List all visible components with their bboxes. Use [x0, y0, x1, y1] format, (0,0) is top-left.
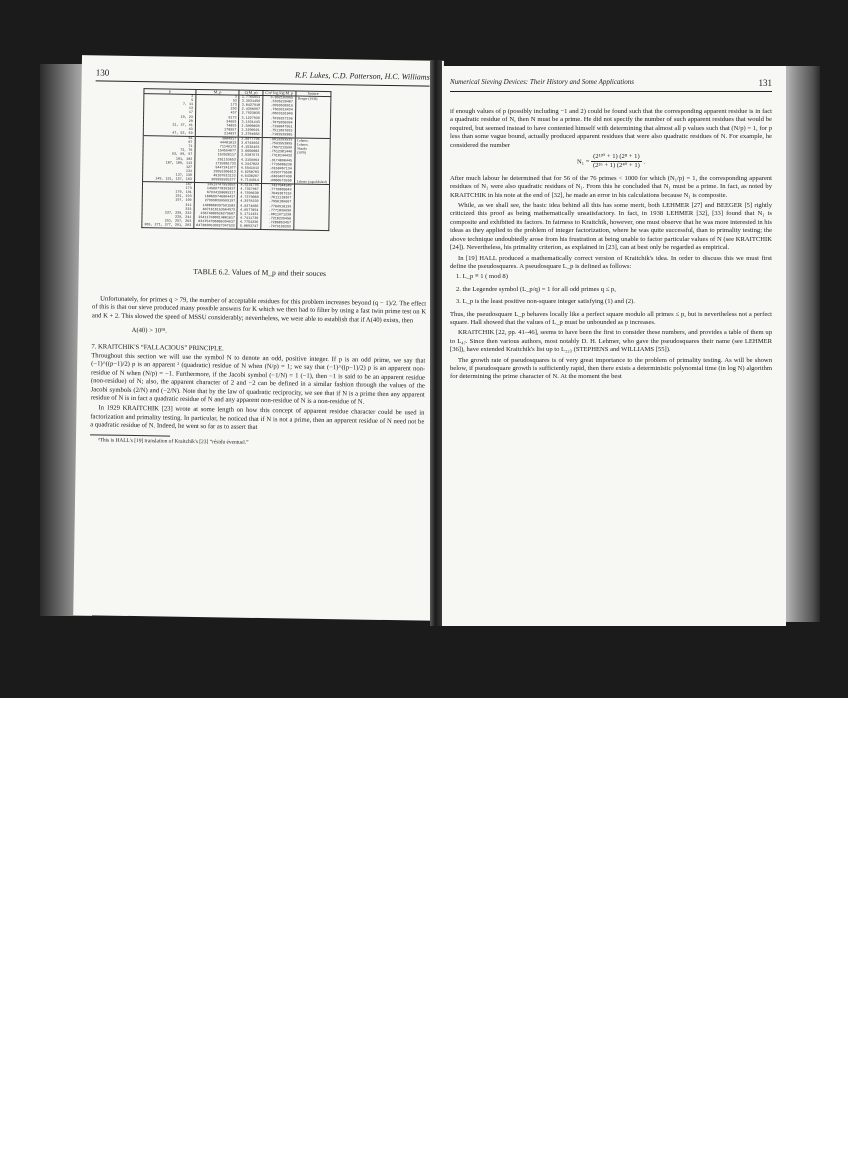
table-cell: 74093 — [195, 124, 239, 129]
table-cell: 261153653 — [195, 157, 239, 162]
table-cell: 3 — [144, 94, 196, 99]
table-cell: .7657213588 — [262, 146, 295, 151]
table-cell: 14568770383037 — [194, 187, 238, 192]
table-cell: 179, 181 — [142, 190, 194, 195]
table-cell: 61 — [143, 136, 195, 141]
header-rule — [96, 80, 430, 86]
table-cell: 131 — [143, 169, 195, 174]
table-cell: .7206053457 — [261, 221, 294, 226]
table-cell: .7156047951 — [262, 125, 295, 130]
table-cell: 197, 199 — [142, 199, 194, 204]
table-cell: 3.6743032 — [239, 142, 262, 146]
table-cell: 3.1227938 — [239, 116, 262, 120]
table-cell: 71148173 — [195, 145, 239, 150]
table-cell: Lehmer, — [295, 143, 330, 148]
table-cell: 251, 257, 263 — [142, 219, 194, 224]
paragraph: After much labour he determined that for 56 of the 76 primes < 1000 for which (N₁/p) = 1, the corresponding apparent residues of N₁ were also quadratic residues of N₁. From this he concluded that N₁ must be a prime. In fact, as noted by KRAITCHIK in his note at the end of [32], he made an error in his calculations because N₁ is composite. — [450, 174, 772, 199]
table-cell: 53 — [196, 99, 240, 104]
table-cell: 3.9077796 — [239, 137, 262, 142]
formula-numerator: (2¹³⁰ + 1) (2⁸ + 1) — [591, 153, 642, 162]
footnote: ²This is HALL's [19] translation of Kraitchik's [23] “résidu éventuel.” — [97, 437, 249, 447]
table-cell: .7310144432 — [262, 154, 295, 159]
right-page — [432, 66, 786, 626]
table-cell: 2.4386997 — [239, 108, 262, 112]
table-cell: 239, 241 — [142, 215, 194, 220]
table-cell: 4.5141795 — [238, 183, 261, 188]
table-cell: 4.6430287 — [238, 174, 261, 178]
table-cell: 4.3158864 — [238, 158, 261, 162]
table-cell: 227, 229, 233 — [142, 211, 194, 216]
table-cell: .7103539905 — [262, 133, 295, 138]
table-cell: (1970) — [295, 151, 330, 156]
table-cell: 149, 151, 157, 163 — [143, 177, 195, 182]
table-cell: 67 — [143, 140, 195, 145]
formula-end: . — [643, 158, 645, 166]
table-cell: .7583553099 — [262, 142, 295, 147]
table-cell: .7479198393 — [261, 225, 294, 230]
table-cell: 154554077 — [195, 149, 239, 154]
table-cell: 3.1831443 — [239, 120, 262, 124]
table-cell — [293, 225, 328, 230]
table-cell: 2.5800038 — [239, 124, 262, 128]
table-cell: .7768910138 — [261, 205, 294, 210]
table-cell: 4.7379060 — [238, 196, 261, 200]
table-cell: 167 — [142, 182, 194, 187]
table-cell: 19, 23 — [144, 115, 196, 120]
table-cell: .5835239407 — [263, 100, 296, 105]
footnote-rule — [90, 434, 170, 436]
table-cell: .8613253533 — [262, 138, 295, 143]
table-cell: 3 — [196, 95, 240, 100]
table-cell: 107, 109, 113 — [143, 161, 195, 166]
table-cell: .7512301448 — [262, 150, 295, 155]
table-cell: .8293779590 — [261, 171, 294, 176]
table-cell: 3.6666002 — [238, 150, 261, 154]
left-body — [90, 295, 426, 452]
table-cell: 4.5541813 — [238, 166, 261, 170]
left-running-head: R.F. Lukes, C.D. Patterson, H.C. Williams — [294, 70, 430, 82]
table-cell: 4.7753236 — [237, 221, 260, 225]
table-cell: 1400060397581503 — [194, 203, 238, 208]
right-body — [450, 108, 772, 384]
table-cell: 211 — [142, 203, 194, 208]
table-cell: 9173 — [195, 116, 239, 121]
list-item: 2. the Legendre symbol (L_p/q) = 1 for all odd primes q ≤ p, — [456, 285, 616, 293]
table-cell: 3.092183955 — [263, 96, 296, 101]
table-cell: 5.1711431 — [237, 212, 260, 216]
table-cell: 49107823133 — [194, 174, 238, 179]
table-header-cell: C(M_p) — [239, 90, 262, 95]
table-cell: .8011871230 — [261, 213, 294, 218]
table-cell: 633754706006394837 — [194, 220, 238, 225]
table-cell: Lehmer (unpublished) — [294, 179, 329, 184]
paragraph: Thus, the pseudosquare L_p behaves locally like a perfect square modulo all primes ≤ p, but is nevertheless not a perfect square. Hall showed that the values of L_p must be unbounded as p increases. — [450, 310, 772, 326]
table-cell: 1728061733 — [195, 162, 239, 167]
table-header-cell: C/π² log log M_p — [263, 91, 296, 97]
table-cell: 3.3831458 — [239, 100, 262, 104]
table-cell: 163520117 — [195, 153, 239, 158]
table-cell: 31, 37, 41 — [143, 123, 195, 128]
table-cell: 4071616153564973 — [194, 208, 238, 213]
mp-table-wrapper — [141, 88, 331, 231]
paragraph: The growth rate of pseudosquares is of very great importance to the problem of primality testing. As will be shown below, if pseudosquare growth is sufficiently rapid, then there exists a deterministic polynomial time (in log N) algorithm for determining the prime character of N. At the moment the best — [450, 356, 772, 381]
book-gutter — [430, 60, 442, 626]
paragraph: Throughout this section we will use the symbol N to denote an odd, positive integer. If p is an odd prime, we say that (−1)^((p−1)/2) p is an apparent ² (quadratic) residue of N when (N/p) = 1; we say that (−1)^((p−1)/2) p is an apparent non-residue of N when (N/p) = −1. Furthermore, if the Jacobi symbol (−1/N) = 1 (−1), then −1 is said to be an apparent residue (non-residue) of N; also, the apparent character of 2 and −2 can be defined in a similar fashion through the values of the Jacobi symbols (2/N) and (−2/N). Note that by the law of quadratic reciprocity, we see that if N is a prime then any apparent residue of N is in fact a quadratic residue of N and any apparent non-residue of N is a non-residue of N. — [90, 352, 426, 406]
table-cell: .7683818434 — [262, 108, 295, 113]
table-cell: 137, 139 — [143, 173, 195, 178]
right-running-head: Numerical Sieving Devices: Their History and Some Applications — [450, 78, 634, 86]
table-cell: 127 — [143, 165, 195, 170]
table-cell: 214037 — [195, 132, 239, 137]
table-cell: 4.7357867 — [238, 188, 261, 192]
table-cell: .8689101049 — [262, 112, 295, 117]
table-cell: 47, 53, 59 — [143, 131, 195, 136]
table-cell: 5.0093747 — [237, 225, 260, 230]
table-cell: .7778009048 — [261, 188, 294, 193]
table-cell: 234117800814001617 — [194, 216, 238, 221]
display-equation: A(40) > 10¹⁸. — [131, 327, 168, 335]
table-cell: .7956108667 — [261, 200, 294, 205]
table-cell: 437 — [195, 111, 239, 116]
mp-table — [141, 88, 331, 231]
formula-fraction — [591, 153, 642, 171]
table-cell: 44401013 — [195, 141, 239, 146]
table-cell: Beeger (1938) — [295, 96, 330, 101]
table-cell: 269, 271, 277, 281, 283 — [142, 223, 194, 228]
right-page-edges — [782, 66, 820, 622]
table-cell: 67834190605317 — [194, 191, 238, 196]
table-cell: 4.6250703 — [238, 170, 261, 174]
table-cell: 7, 11 — [144, 102, 196, 107]
list-item: 1. L_p ≡ 1 ( mod 8) — [456, 273, 508, 281]
formula-denominator: (2²⁶ + 1) (2⁴⁰ + 1) — [592, 162, 640, 170]
table-cell: 385995595277 — [194, 178, 238, 183]
list-item: 3. L_p is the least positive non-square integer satisfying (1) and (2). — [456, 298, 635, 306]
paragraph: KRAITCHIK [22, pp. 41–46], seems to have been the first to consider these numbers, and provides a table of them up to L₄₇. Since then various authors, most notably D. H. Lehmer, who gave the pseudosquares their name (see LEHMER [36]), have extended Kraitchik's list up to L₂₂₃ (STEPHENS and WILLIAMS [55]). — [450, 329, 772, 354]
table-cell: 3.9307573 — [238, 154, 261, 158]
table-cell: 6472688538827347533 — [194, 224, 238, 229]
table-cell: .8469487430 — [261, 175, 294, 180]
table-cell: .7771038898 — [261, 209, 294, 214]
table-cell: 279990398589197 — [194, 199, 238, 204]
paragraph: Unfortunately, for primes q > 79, the number of acceptable residues for this problem increases beyond (q − 1)/2. The effect of this is that our sieve produced many possible answers for K which we then had to filter by using a fast twin prime test on K and K + 2. This slowed the speed of MSSU considerably; nevertheless, we were able to establish that if A(40) exists, then — [91, 295, 427, 325]
table-cell: 29 — [143, 119, 195, 124]
table-cell: 4.1538483 — [239, 146, 262, 150]
table-cell: 24653 — [195, 120, 239, 125]
table-cell: 3.3290921 — [239, 128, 262, 132]
table-cell: 71 — [143, 144, 195, 149]
table-cell: 223 — [142, 207, 194, 212]
table-caption: TABLE 6.2. Values of M_p and their souces — [193, 266, 327, 279]
section-heading: 7. KRAITCHIK'S “FALLACIOUS” PRINCIPLE. — [91, 342, 224, 353]
header-rule — [450, 91, 772, 92]
table-cell: .7645367318 — [261, 192, 294, 197]
table-cell: 13 — [144, 107, 196, 112]
table-cell: 4.2978339 — [238, 200, 261, 204]
table-cell: 9447241877 — [195, 166, 239, 171]
table-cell: .7611110387 — [261, 196, 294, 201]
paragraph: In [19] HALL produced a mathematically correct version of Kraitchik's idea. In order to discuss this we must first define the pseudosquares. A pseudosquare L_p is defined as follows: — [450, 254, 772, 270]
left-page-number: 130 — [95, 67, 110, 78]
table-cell: 15674000526279607 — [194, 212, 238, 217]
table-cell: 191, 193 — [142, 194, 194, 199]
table-cell: .7210239456 — [261, 217, 294, 222]
table-cell: 160699746084437 — [194, 195, 238, 200]
table-cell: 13513747953653 — [194, 182, 238, 187]
table-cell: 4.7411736 — [237, 216, 260, 220]
table-cell: .7437944548 — [261, 184, 294, 189]
table-cell: .7675036884 — [262, 121, 295, 126]
paragraph: if enough values of p (possibly including −1 and 2) could be found such that the corresponding apparent residue is in fact a quadratic residue of N, then N must be a prime. He did not specify the number of such apparent residues that would be required, but seemed instead to have contented himself with determining that almost all p values such that (N/p) = 1, for p less than some vague bound, actually produced apparent residues that were also quadratic residues of N. For example, he considered the number — [450, 108, 772, 149]
table-cell: .8060573850 — [261, 179, 294, 184]
table-header-cell: M_p — [196, 89, 240, 95]
left-page — [73, 55, 444, 621]
table-cell: 3.0427910 — [239, 104, 262, 108]
table-cell: 170957 — [195, 128, 239, 133]
n1-formula — [450, 153, 772, 171]
table-cell: .7839297196 — [262, 117, 295, 122]
paragraph: In 1929 KRAITCHIK [23] wrote at some length on how this concept of apparent residue character could be used in factorization and primality testing. In particular, he noticed that if N is not a prime, then an apparent residue of N need not be a quadratic residue of N. Indeed, he went so far as to assert that — [90, 404, 425, 432]
table-cell: 17 — [144, 111, 196, 116]
table-cell: 4.3447022 — [238, 162, 261, 166]
table-cell: 73, 79 — [143, 148, 195, 153]
table-cell: 4.8577054 — [238, 208, 261, 212]
table-cell: 1.7765851 — [239, 95, 262, 100]
table-cell: 5 — [144, 98, 196, 103]
table-cell: 173 — [196, 103, 240, 108]
paragraph: While, as we shall see, the basic idea behind all this has some merit, both LEHMER [27] and BEEGER [5] rightly criticized this proof as being mathematically unsatisfactory. In fact, in 1938 LEHMER [32], [33] found that N₁ is composite and exhibited its factors. In fairness to Kraitchik, however, one must observe that he was more interested in his ideas as they applied to the problem of integer factorization, where he was quite successful, than to primality testing; the above technique undoubtedly arose from his frustration at being unable to factor particular values of N (see KRAITCHIK [24]). Nevertheless, his primality criterion, as explained in [23], can at best only be regarded as empirical. — [450, 202, 772, 252]
table-cell: 293 — [195, 107, 239, 112]
table-cell: .7735006236 — [262, 163, 295, 168]
table-cell: 19553206613 — [194, 170, 238, 175]
table-cell: 43 — [143, 127, 195, 132]
table-cell: 2.7923035 — [239, 112, 262, 116]
table-header-cell: p — [144, 89, 196, 95]
table-cell: 83, 89, 97 — [143, 153, 195, 158]
open-book — [22, 58, 828, 630]
table-cell: 4.7144914 — [238, 179, 261, 184]
table-cell: .7511657033 — [262, 129, 295, 134]
table-cell: .8999530919 — [263, 104, 296, 109]
pseudosquare-definition-list — [456, 273, 772, 306]
formula-lhs: N₁ = — [577, 158, 590, 166]
table-cell: 101, 103 — [143, 157, 195, 162]
right-page-number: 131 — [758, 78, 772, 88]
table-cell: Lehmer, — [295, 138, 330, 143]
table-cell: 173 — [142, 186, 194, 191]
table-cell: .8174080445 — [262, 158, 295, 163]
table-cell: .8150467134 — [262, 167, 295, 172]
table-cell: Shanks — [295, 147, 330, 152]
table-header-cell: Source — [295, 91, 330, 97]
table-cell: 4.8274866 — [238, 204, 261, 208]
table-cell: 4.7598630 — [238, 192, 261, 196]
table-cell: 3.2704658 — [239, 133, 262, 138]
table-cell: 3004917 — [195, 136, 239, 141]
